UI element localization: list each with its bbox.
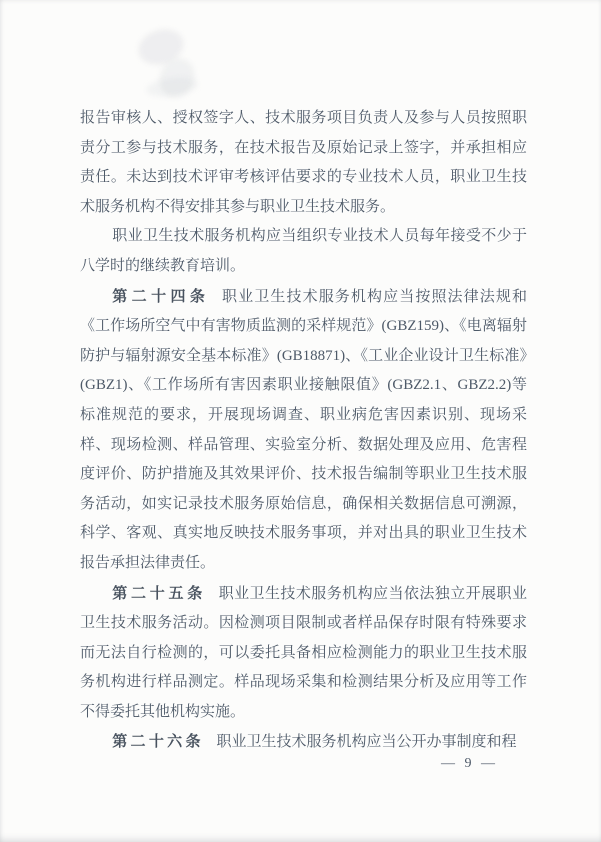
paragraph [80,104,527,222]
paragraph-text: 职业卫生技术服务机构应当按照法律法规和《工作场所空气中有害物质监测的采样规范》(GBZ159)、《电离辐射防护与辐射源安全基本标准》(GB18871)、《工业企业设计卫生标准》(GBZ1)、《工作场所有害因素职业接触限值》(GBZ2.1、GBZ2.2)等标准规范的要求，开展现场调查、职业病危害因素识别、现场采样、现场检测、样品管理、实验室分析、数据处理及应用、危害程度评价、防护措施及其效果评价、技术报告编制等职业卫生技术服务活动，如实记录技术服务原始信息，确保相关数据信息可溯源，科学、客观、真实地反映技术服务事项，并对出具的职业卫生技术报告承担法律责任。 [80,288,527,571]
paragraph-text: 职业卫生技术服务机构应当依法独立开展职业卫生技术服务活动。因检测项目限制或者样品保存时限有特殊要求而无法自行检测的，可以委托具备相应检测能力的职业卫生技术服务机构进行样品测定。样品现场采集和检测结果分析及应用等工作不得委托其他机构实施。 [80,585,527,720]
article-number: 第二十四条 [112,287,210,305]
paragraph-text: 报告审核人、授权签字人、技术服务项目负责人及参与人员按照职责分工参与技术服务，在技术报告及原始记录上签字，并承担相应责任。未达到技术评审考核评估要求的专业技术人员，职业卫生技术服务机构不得安排其参与职业卫生技术服务。 [80,110,527,215]
paragraph [80,579,527,728]
scan-artifact-smudge [134,24,188,71]
paragraph-text: 职业卫生技术服务机构应当组织专业技术人员每年接受不少于八学时的继续教育培训。 [80,228,527,274]
scan-artifact-smudge [153,53,200,103]
document-body [80,104,527,758]
page-number: — 9 — [441,756,498,771]
paragraph [80,727,527,758]
article-number: 第二十五条 [112,584,206,602]
paragraph [80,282,527,579]
scan-artifact-smudge [145,74,199,99]
paragraph-text: 职业卫生技术服务机构应当公开办事制度和程 [216,734,517,751]
article-number: 第二十六条 [112,733,204,751]
paragraph [80,222,527,281]
